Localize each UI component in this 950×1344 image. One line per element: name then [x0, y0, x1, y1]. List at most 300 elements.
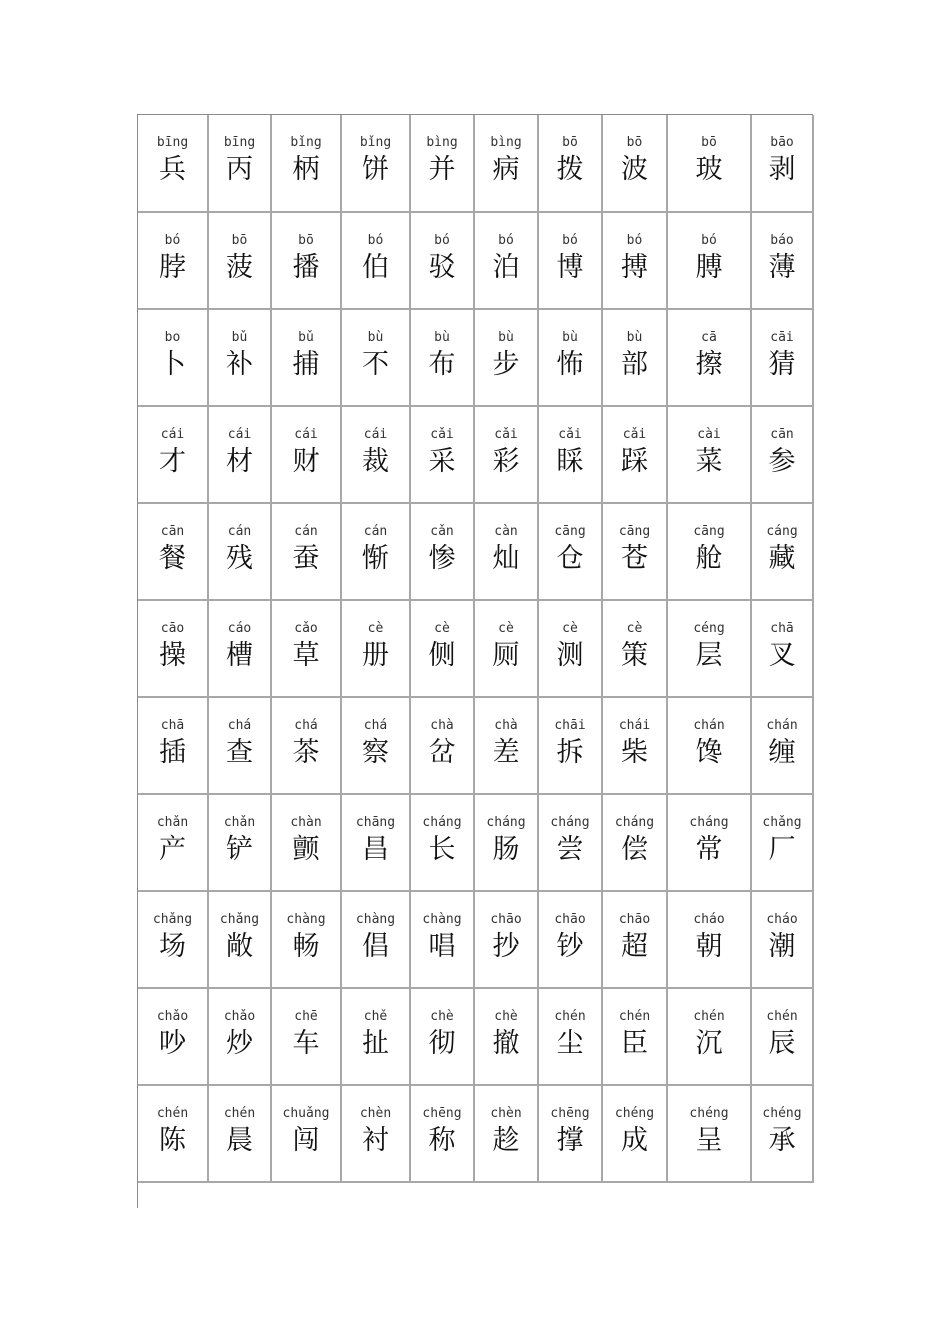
- pinyin-label: cái: [227, 427, 252, 442]
- hanzi-character: 丙: [226, 154, 253, 185]
- character-cell: [474, 503, 538, 600]
- pinyin-label: bǐng: [290, 135, 322, 150]
- pinyin-label: cáo: [227, 621, 252, 636]
- character-cell: [138, 406, 208, 503]
- hanzi-character: 脖: [159, 252, 186, 283]
- pinyin-label: bǔ: [231, 330, 248, 345]
- pinyin-label: chǎn: [223, 815, 256, 830]
- character-cell: [602, 1085, 667, 1182]
- character-cell: [271, 794, 341, 891]
- hanzi-character: 柄: [292, 154, 320, 185]
- character-cell: [602, 697, 667, 794]
- character-cell: [138, 697, 208, 794]
- hanzi-character: 朝: [695, 931, 723, 962]
- pinyin-label: bīng: [223, 135, 256, 150]
- character-cell: [341, 309, 410, 406]
- pinyin-label: cǎi: [558, 427, 582, 442]
- pinyin-label: chēng: [550, 1106, 590, 1121]
- hanzi-character: 炒: [226, 1028, 253, 1059]
- pinyin-label: chéng: [689, 1106, 729, 1121]
- hanzi-character: 偿: [621, 834, 648, 865]
- pinyin-label: chèn: [359, 1106, 392, 1121]
- character-cell: [538, 309, 602, 406]
- character-cell: [751, 115, 813, 212]
- pinyin-label: chēng: [422, 1106, 462, 1121]
- hanzi-character: 闯: [292, 1125, 320, 1156]
- pinyin-label: bō: [231, 233, 248, 248]
- hanzi-character: 撤: [492, 1028, 520, 1059]
- hanzi-character: 差: [492, 737, 520, 768]
- character-cell: [410, 1085, 474, 1182]
- hanzi-character: 称: [428, 1125, 456, 1156]
- hanzi-character: 驳: [428, 252, 456, 283]
- character-cell: [538, 697, 602, 794]
- hanzi-character: 常: [695, 834, 723, 865]
- hanzi-character: 畅: [292, 931, 320, 962]
- pinyin-label: chā: [770, 621, 794, 636]
- pinyin-label: cháo: [766, 912, 798, 927]
- pinyin-label: cè: [498, 621, 514, 636]
- hanzi-character: 才: [159, 446, 186, 477]
- pinyin-label: bù: [626, 330, 643, 345]
- hanzi-character: 捕: [292, 349, 320, 380]
- hanzi-character: 成: [621, 1125, 648, 1156]
- character-cell: [474, 794, 538, 891]
- hanzi-character: 采: [428, 446, 456, 477]
- hanzi-character: 擦: [695, 349, 723, 380]
- pinyin-label: bó: [164, 233, 181, 248]
- pinyin-label: céng: [693, 621, 725, 636]
- character-cell: [602, 988, 667, 1085]
- hanzi-character: 材: [226, 446, 253, 477]
- character-cell: [538, 600, 602, 697]
- hanzi-character: 唱: [428, 931, 456, 962]
- pinyin-label: chá: [363, 718, 388, 733]
- pinyin-label: cháng: [422, 815, 462, 830]
- hanzi-character: 舱: [695, 543, 723, 574]
- pinyin-label: chán: [693, 718, 725, 733]
- pinyin-label: chǎng: [219, 912, 260, 927]
- character-cell: [474, 697, 538, 794]
- character-cell: [341, 406, 410, 503]
- character-cell: [138, 115, 208, 212]
- character-cell: [751, 212, 813, 309]
- character-cell: [271, 988, 341, 1085]
- character-cell: [410, 503, 474, 600]
- character-cell: [667, 1085, 751, 1182]
- hanzi-character: 颤: [292, 834, 320, 865]
- hanzi-character: 察: [362, 737, 389, 768]
- pinyin-label: cāi: [770, 330, 794, 345]
- pinyin-label: cè: [626, 621, 643, 636]
- hanzi-character: 草: [292, 640, 320, 671]
- hanzi-character: 厂: [768, 834, 796, 865]
- character-cell: [538, 988, 602, 1085]
- character-cell: [410, 988, 474, 1085]
- table-row: [138, 697, 813, 794]
- character-cell: [138, 309, 208, 406]
- table-row: [138, 600, 813, 697]
- hanzi-character: 猜: [768, 349, 796, 380]
- pinyin-label: chéng: [762, 1106, 802, 1121]
- character-cell: [474, 212, 538, 309]
- hanzi-character: 拆: [556, 737, 584, 768]
- character-cell: [602, 309, 667, 406]
- hanzi-character: 馋: [695, 737, 723, 768]
- character-cell: [138, 794, 208, 891]
- hanzi-character: 插: [159, 737, 186, 768]
- character-cell: [667, 600, 751, 697]
- pinyin-label: chāo: [618, 912, 651, 927]
- hanzi-character: 膊: [695, 252, 723, 283]
- hanzi-character: 病: [492, 154, 520, 185]
- hanzi-character: 搏: [621, 252, 648, 283]
- pinyin-label: cài: [697, 427, 721, 442]
- hanzi-character: 补: [226, 349, 253, 380]
- pinyin-label: cāng: [554, 524, 586, 539]
- hanzi-character: 苍: [621, 543, 648, 574]
- hanzi-character: 菠: [226, 252, 253, 283]
- hanzi-character: 睬: [556, 446, 584, 477]
- character-cell: [208, 1085, 271, 1182]
- character-cell: [208, 600, 271, 697]
- pinyin-label: cáng: [766, 524, 798, 539]
- pinyin-label: cǎo: [294, 621, 318, 636]
- character-cell: [410, 697, 474, 794]
- pinyin-label: cān: [770, 427, 794, 442]
- character-cell: [751, 503, 813, 600]
- character-cell: [341, 212, 410, 309]
- character-cell: [667, 503, 751, 600]
- pinyin-label: chǎng: [152, 912, 193, 927]
- pinyin-label: cái: [160, 427, 185, 442]
- character-cell: [602, 212, 667, 309]
- character-cell: [667, 697, 751, 794]
- character-cell: [410, 309, 474, 406]
- pinyin-label: bó: [626, 233, 643, 248]
- character-cell: [341, 891, 410, 988]
- pinyin-label: chāo: [554, 912, 586, 927]
- hanzi-character: 辰: [768, 1028, 796, 1059]
- pinyin-label: cháng: [550, 815, 590, 830]
- character-cell: [208, 697, 271, 794]
- character-cell: [410, 600, 474, 697]
- hanzi-character: 柴: [621, 737, 648, 768]
- character-cell: [751, 697, 813, 794]
- hanzi-character: 车: [292, 1028, 320, 1059]
- pinyin-label: bù: [434, 330, 450, 345]
- pinyin-label: cǎn: [430, 524, 454, 539]
- character-cell: [410, 212, 474, 309]
- pinyin-label: bìng: [426, 135, 458, 150]
- pinyin-label: chàng: [355, 912, 396, 927]
- pinyin-label: bó: [498, 233, 514, 248]
- character-cell: [138, 891, 208, 988]
- pinyin-label: chē: [294, 1009, 318, 1024]
- pinyin-label: cháng: [614, 815, 655, 830]
- hanzi-character: 尘: [556, 1028, 584, 1059]
- pinyin-label: cāng: [693, 524, 725, 539]
- hanzi-character: 槽: [226, 640, 253, 671]
- pinyin-label: báo: [770, 233, 794, 248]
- hanzi-character: 呈: [695, 1125, 723, 1156]
- hanzi-character: 餐: [159, 543, 186, 574]
- table-body: [138, 115, 813, 1182]
- hanzi-character: 测: [556, 640, 584, 671]
- character-cell: [602, 891, 667, 988]
- hanzi-character: 玻: [695, 154, 723, 185]
- character-cell: [538, 794, 602, 891]
- hanzi-character: 博: [556, 252, 584, 283]
- hanzi-character: 惭: [362, 543, 389, 574]
- character-cell: [341, 1085, 410, 1182]
- pinyin-label: càn: [494, 524, 518, 539]
- character-cell: [341, 697, 410, 794]
- character-cell: [667, 988, 751, 1085]
- character-cell: [208, 115, 271, 212]
- hanzi-character: 残: [226, 543, 253, 574]
- pinyin-label: chá: [227, 718, 252, 733]
- character-cell: [474, 600, 538, 697]
- pinyin-label: chè: [494, 1009, 518, 1024]
- pinyin-label: chèn: [490, 1106, 522, 1121]
- hanzi-character: 缠: [768, 737, 796, 768]
- pinyin-label: chā: [160, 718, 185, 733]
- hanzi-character: 策: [621, 640, 648, 671]
- hanzi-character: 蚕: [292, 543, 320, 574]
- hanzi-character: 超: [621, 931, 648, 962]
- character-cell: [602, 503, 667, 600]
- character-cell: [271, 115, 341, 212]
- character-cell: [538, 406, 602, 503]
- pinyin-label: bó: [434, 233, 450, 248]
- character-cell: [208, 503, 271, 600]
- pinyin-label: cā: [701, 330, 717, 345]
- pinyin-label: cè: [367, 621, 384, 636]
- hanzi-character: 产: [159, 834, 186, 865]
- hanzi-character: 不: [362, 349, 389, 380]
- character-cell: [474, 988, 538, 1085]
- character-cell: [271, 600, 341, 697]
- pinyin-label: chá: [294, 718, 318, 733]
- hanzi-character: 灿: [492, 543, 520, 574]
- pinyin-label: chǎng: [762, 815, 802, 830]
- character-cell: [602, 115, 667, 212]
- hanzi-character: 参: [768, 446, 796, 477]
- character-cell: [208, 794, 271, 891]
- character-cell: [667, 309, 751, 406]
- character-cell: [138, 600, 208, 697]
- character-cell: [474, 115, 538, 212]
- character-cell: [410, 891, 474, 988]
- pinyin-label: bǐng: [359, 135, 392, 150]
- hanzi-character: 藏: [768, 543, 796, 574]
- character-cell: [751, 406, 813, 503]
- hanzi-character: 波: [621, 154, 648, 185]
- hanzi-character: 沉: [695, 1028, 723, 1059]
- character-cell: [341, 988, 410, 1085]
- pinyin-label: chén: [156, 1106, 189, 1121]
- table-row: [138, 503, 813, 600]
- hanzi-character: 彻: [428, 1028, 456, 1059]
- hanzi-character: 趁: [492, 1125, 520, 1156]
- character-cell: [474, 406, 538, 503]
- character-cell: [341, 115, 410, 212]
- pinyin-label: chàng: [286, 912, 326, 927]
- pinyin-label: cháng: [486, 815, 526, 830]
- hanzi-character: 臣: [621, 1028, 648, 1059]
- hanzi-character: 饼: [362, 154, 389, 185]
- pinyin-label: cán: [227, 524, 252, 539]
- hanzi-character: 菜: [695, 446, 723, 477]
- hanzi-character: 查: [226, 737, 253, 768]
- pinyin-label: chǎn: [156, 815, 189, 830]
- hanzi-character: 承: [768, 1125, 796, 1156]
- character-cell: [271, 891, 341, 988]
- pinyin-label: bō: [626, 135, 643, 150]
- hanzi-character: 兵: [159, 154, 186, 185]
- pinyin-label: bó: [562, 233, 578, 248]
- character-cell: [751, 309, 813, 406]
- pinyin-label: cán: [363, 524, 388, 539]
- pinyin-label: bo: [164, 330, 181, 345]
- table-row: [138, 115, 813, 212]
- pinyin-label: bù: [367, 330, 384, 345]
- character-cell: [341, 503, 410, 600]
- pinyin-label: bó: [701, 233, 717, 248]
- character-cell: [208, 406, 271, 503]
- character-cell: [667, 406, 751, 503]
- character-cell: [271, 309, 341, 406]
- hanzi-character: 叉: [768, 640, 796, 671]
- pinyin-label: chéng: [614, 1106, 655, 1121]
- character-cell: [751, 891, 813, 988]
- pinyin-label: bō: [562, 135, 578, 150]
- hanzi-character: 倡: [362, 931, 389, 962]
- pinyin-label: bāo: [770, 135, 794, 150]
- table-row: [138, 794, 813, 891]
- character-cell: [751, 988, 813, 1085]
- pinyin-label: cǎi: [622, 427, 647, 442]
- pinyin-label: chě: [363, 1009, 388, 1024]
- pinyin-label: bō: [298, 233, 314, 248]
- hanzi-character: 踩: [621, 446, 648, 477]
- pinyin-label: bō: [701, 135, 717, 150]
- hanzi-character: 彩: [492, 446, 520, 477]
- pinyin-label: chén: [693, 1009, 725, 1024]
- hanzi-character: 层: [695, 640, 723, 671]
- hanzi-character: 尝: [556, 834, 584, 865]
- pinyin-label: chāi: [554, 718, 586, 733]
- character-cell: [474, 891, 538, 988]
- hanzi-character: 财: [292, 446, 320, 477]
- pinyin-label: chái: [618, 718, 651, 733]
- pinyin-label: cè: [562, 621, 578, 636]
- character-cell: [602, 600, 667, 697]
- pinyin-label: chǎo: [223, 1009, 256, 1024]
- table-row: [138, 406, 813, 503]
- table-row: [138, 212, 813, 309]
- hanzi-character: 铲: [226, 834, 253, 865]
- hanzi-character: 茶: [292, 737, 320, 768]
- hanzi-character: 裁: [362, 446, 389, 477]
- hanzi-character: 播: [292, 252, 320, 283]
- hanzi-character: 昌: [362, 834, 389, 865]
- character-cell: [410, 794, 474, 891]
- character-cell: [271, 697, 341, 794]
- pinyin-label: cāng: [618, 524, 651, 539]
- pinyin-label: chà: [430, 718, 454, 733]
- character-cell: [138, 212, 208, 309]
- character-cell: [341, 794, 410, 891]
- pinyin-label: cān: [160, 524, 185, 539]
- character-cell: [410, 406, 474, 503]
- character-cell: [271, 503, 341, 600]
- hanzi-character: 肠: [492, 834, 520, 865]
- pinyin-label: cǎi: [494, 427, 518, 442]
- character-cell: [474, 309, 538, 406]
- character-cell: [271, 212, 341, 309]
- pinyin-label: cāo: [160, 621, 185, 636]
- character-cell: [667, 115, 751, 212]
- hanzi-character: 敞: [226, 931, 253, 962]
- hanzi-character: 部: [621, 349, 648, 380]
- character-cell: [538, 891, 602, 988]
- pinyin-label: chén: [618, 1009, 651, 1024]
- pinyin-label: chuǎng: [282, 1106, 330, 1121]
- hanzi-character: 扯: [362, 1028, 389, 1059]
- pinyin-label: cè: [434, 621, 450, 636]
- character-cell: [341, 600, 410, 697]
- pinyin-label: bīng: [156, 135, 189, 150]
- hanzi-character: 册: [362, 640, 389, 671]
- pinyin-character-table: [138, 115, 814, 1183]
- character-cell: [410, 115, 474, 212]
- hanzi-character: 吵: [159, 1028, 186, 1059]
- hanzi-character: 卜: [159, 349, 186, 380]
- character-cell: [538, 1085, 602, 1182]
- pinyin-label: chén: [766, 1009, 798, 1024]
- character-cell: [138, 1085, 208, 1182]
- pinyin-label: cháo: [693, 912, 725, 927]
- pinyin-label: chàng: [422, 912, 462, 927]
- hanzi-character: 厕: [492, 640, 520, 671]
- hanzi-character: 抄: [492, 931, 520, 962]
- hanzi-character: 剥: [768, 154, 796, 185]
- character-cell: [208, 212, 271, 309]
- pinyin-label: bù: [562, 330, 578, 345]
- hanzi-character: 晨: [226, 1125, 253, 1156]
- character-cell: [667, 212, 751, 309]
- pinyin-label: bìng: [490, 135, 522, 150]
- character-cell: [667, 794, 751, 891]
- hanzi-character: 怖: [556, 349, 584, 380]
- hanzi-character: 衬: [362, 1125, 389, 1156]
- table-row: [138, 1085, 813, 1182]
- character-cell: [208, 309, 271, 406]
- table-row: [138, 891, 813, 988]
- character-cell: [538, 212, 602, 309]
- hanzi-character: 布: [428, 349, 456, 380]
- pinyin-label: cǎi: [430, 427, 454, 442]
- character-cell: [271, 1085, 341, 1182]
- hanzi-character: 陈: [159, 1125, 186, 1156]
- pinyin-label: cái: [294, 427, 318, 442]
- pinyin-label: chán: [766, 718, 798, 733]
- character-cell: [474, 1085, 538, 1182]
- hanzi-character: 仓: [556, 543, 584, 574]
- hanzi-character: 操: [159, 640, 186, 671]
